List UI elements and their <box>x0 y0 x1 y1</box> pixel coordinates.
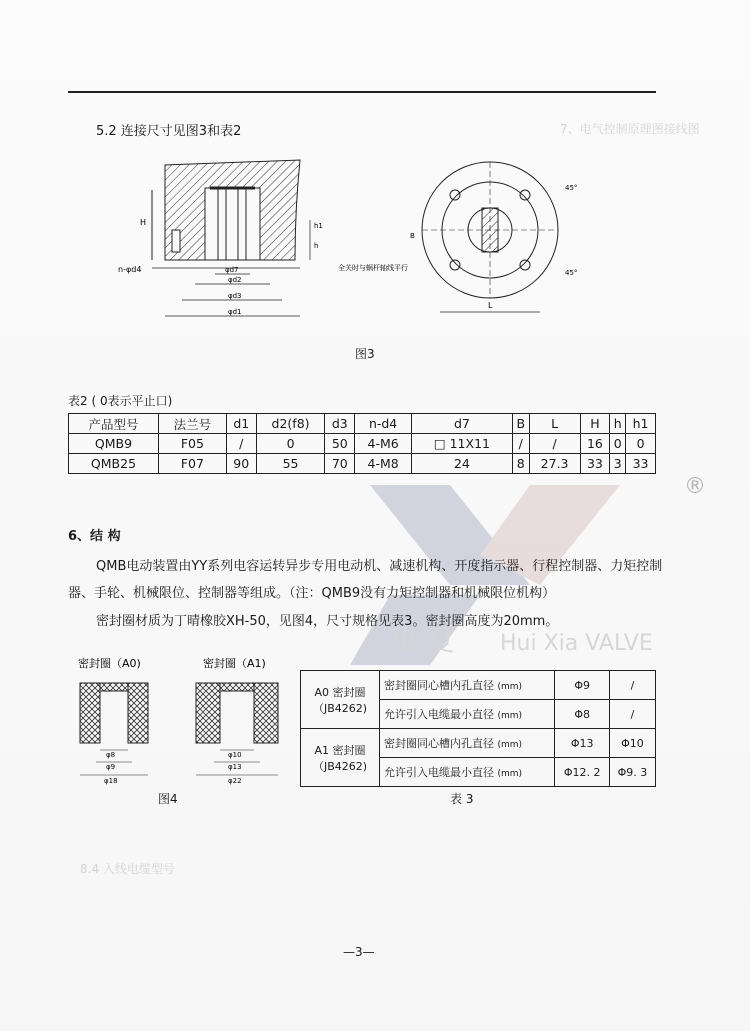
table-cell <box>380 700 555 729</box>
figure-note: 全关时与蜗杆轴线平行 <box>338 264 408 272</box>
seal-group-std: （JB4262) <box>312 759 368 773</box>
table-cell <box>380 671 555 700</box>
table-cell: 50 <box>325 434 355 454</box>
table-cell: 8 <box>512 454 529 474</box>
table-row <box>301 729 656 758</box>
watermark-text: Hui Xia VALVE <box>500 631 653 656</box>
dim-label-n-d4: n-φd4 <box>118 265 142 274</box>
table-cell: 33 <box>580 454 610 474</box>
seal-a0-label: 密封圈（A0) <box>78 657 141 670</box>
dim-label-L: L <box>488 301 493 310</box>
table-header-cell: 产品型号 <box>69 414 159 434</box>
angle-label: 45° <box>565 269 578 277</box>
table-header-cell: d1 <box>226 414 256 434</box>
row-unit: (mm) <box>497 682 523 692</box>
table-cell: 0 <box>256 434 325 454</box>
table-cell: Φ9 <box>555 671 609 700</box>
figure-4-drawing <box>68 655 298 805</box>
seal-group-std: （JB4262) <box>312 701 368 715</box>
table-cell: 55 <box>256 454 325 474</box>
table-cell: Φ13 <box>555 729 609 758</box>
dim-a1-inner: φ10 <box>228 751 242 759</box>
row-desc: 密封圈同心槽内孔直径 <box>384 737 494 750</box>
table-cell: 90 <box>226 454 256 474</box>
table-header-cell: H <box>580 414 610 434</box>
table-header-cell: d2(f8) <box>256 414 325 434</box>
dim-a0-mid: φ9 <box>106 763 116 771</box>
dim-label-d1: φd1 <box>228 308 242 316</box>
dim-a0-inner: φ8 <box>106 751 116 759</box>
angle-label: 45° <box>565 184 578 192</box>
table-cell: 0 <box>626 434 656 454</box>
table-header-cell: d7 <box>412 414 513 434</box>
dim-label-d7: φd7 <box>225 266 239 274</box>
watermark-cn: 惠 夏 <box>390 624 455 657</box>
dim-label-h1: h1 <box>314 222 323 230</box>
table-cell <box>380 729 555 758</box>
table-cell: 27.3 <box>529 454 580 474</box>
row-desc: 允许引入电缆最小直径 <box>384 766 494 779</box>
table-cell: Φ12. 2 <box>555 758 609 787</box>
table-cell: 16 <box>580 434 610 454</box>
seal-group-cell <box>301 671 380 729</box>
figure-3-drawing <box>110 150 630 350</box>
table-cell: / <box>609 700 655 729</box>
table-cell: 3 <box>610 454 626 474</box>
table-row <box>69 434 656 454</box>
seal-group-name: A1 密封圈 <box>314 743 366 757</box>
section-title: 5.2 连接尺寸见图3和表2 <box>96 124 242 139</box>
dim-label-d2: φd2 <box>228 276 242 284</box>
dim-a0-outer: φ18 <box>104 777 118 785</box>
table-cell: / <box>529 434 580 454</box>
seal-group-cell <box>301 729 380 787</box>
dim-label-h: h <box>314 242 319 250</box>
table-cell: □ 11X11 <box>412 434 513 454</box>
table-cell: 33 <box>626 454 656 474</box>
row-unit: (mm) <box>497 711 523 721</box>
table-cell: QMB9 <box>69 434 159 454</box>
table-cell: Φ10 <box>609 729 655 758</box>
figure-4-caption: 图4 <box>158 792 178 806</box>
table-cell: 24 <box>412 454 513 474</box>
table-2-caption: 表2 ( 0表示平止口) <box>68 394 173 408</box>
row-unit: (mm) <box>497 769 523 779</box>
table-header-row <box>69 414 656 434</box>
page-number: —3— <box>343 945 375 959</box>
section-6-paragraph: QMB电动装置由YY系列电容运转异步专用电动机、减速机构、开度指示器、行程控制器、力矩控制器、手轮、机械限位、控制器等组成。（注：QMB9没有力矩控制器和机械限位机构） <box>68 559 663 601</box>
seal-paragraph: 密封圈材质为丁晴橡胶XH-50，见图4，尺寸规格见表3。密封圈高度为20mm。 <box>96 614 559 629</box>
table-2 <box>68 413 656 474</box>
table-cell: 4-M8 <box>355 454 412 474</box>
dim-a1-mid: φ13 <box>228 763 242 771</box>
dim-label-H: H <box>140 218 147 227</box>
bleed-through-text: 8.4 入线电缆型号 <box>80 862 175 876</box>
seal-group-name: A0 密封圈 <box>314 685 366 699</box>
section-6-heading: 6、结 构 <box>68 529 121 544</box>
table-header-cell: h <box>610 414 626 434</box>
table-cell: / <box>226 434 256 454</box>
dim-label-d3: φd3 <box>228 292 242 300</box>
table-cell: QMB25 <box>69 454 159 474</box>
table-cell: / <box>609 671 655 700</box>
row-unit: (mm) <box>497 740 523 750</box>
table-header-cell: 法兰号 <box>158 414 226 434</box>
table-3-caption: 表 3 <box>450 792 474 806</box>
registered-mark: ® <box>684 474 706 499</box>
table-header-cell: h1 <box>626 414 656 434</box>
row-desc: 允许引入电缆最小直径 <box>384 708 494 721</box>
table-row <box>301 671 656 700</box>
table-row <box>69 454 656 474</box>
dim-label-B: B <box>410 232 415 240</box>
figure-3-caption: 图3 <box>355 347 375 361</box>
table-cell: Φ8 <box>555 700 609 729</box>
table-cell: 0 <box>610 434 626 454</box>
table-cell <box>380 758 555 787</box>
dim-a1-outer: φ22 <box>228 777 242 785</box>
table-header-cell: L <box>529 414 580 434</box>
table-cell: 4-M6 <box>355 434 412 454</box>
table-header-cell: d3 <box>325 414 355 434</box>
table-cell: F07 <box>158 454 226 474</box>
row-desc: 密封圈同心槽内孔直径 <box>384 679 494 692</box>
table-header-cell: n-d4 <box>355 414 412 434</box>
table-cell: 70 <box>325 454 355 474</box>
header-rule <box>68 91 656 93</box>
table-3 <box>300 670 656 787</box>
table-header-cell: B <box>512 414 529 434</box>
table-cell: F05 <box>158 434 226 454</box>
table-cell: / <box>512 434 529 454</box>
bleed-through-text: 7、电气控制原理图接线图 <box>560 122 700 136</box>
table-cell: Φ9. 3 <box>609 758 655 787</box>
seal-a1-label: 密封圈（A1) <box>203 657 266 670</box>
